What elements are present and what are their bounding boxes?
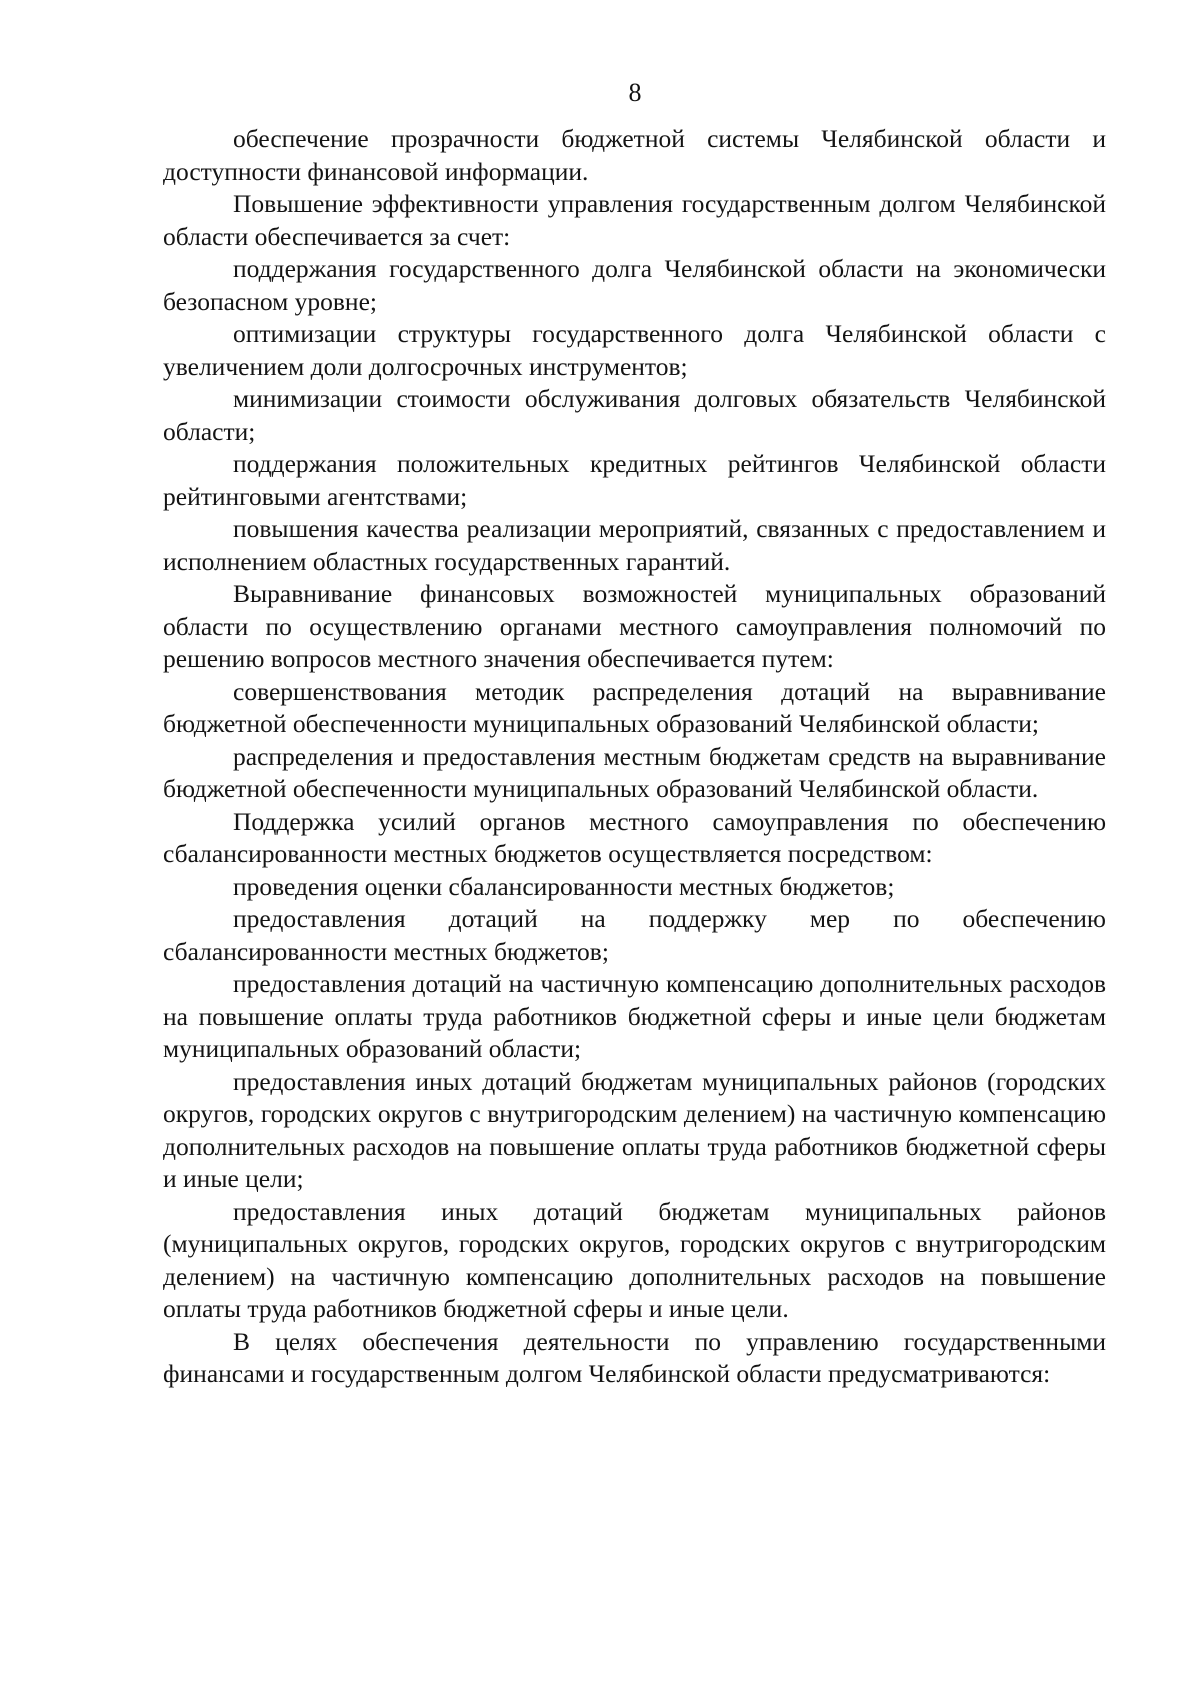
paragraph: минимизации стоимости обслуживания долговых обязательств Челябинской области; [163, 384, 1106, 446]
paragraph: обеспечение прозрачности бюджетной системы Челябинской области и доступности финансовой информации. [163, 124, 1106, 186]
paragraph: В целях обеспечения деятельности по управлению государственными финансами и государственным долгом Челябинской области предусматриваются: [163, 1326, 1106, 1388]
paragraph: распределения и предоставления местным бюджетам средств на выравнивание бюджетной обеспеченности муниципальных образований Челябинской области. [163, 741, 1106, 803]
paragraph: Поддержка усилий органов местного самоуправления по обеспечению сбалансированности местных бюджетов осуществляется посредством: [163, 806, 1106, 868]
paragraph: повышения качества реализации мероприятий, связанных с предоставлением и исполнением областных государственных гарантий. [163, 514, 1106, 576]
page-number: 8 [628, 78, 642, 107]
paragraph: Повышение эффективности управления государственным долгом Челябинской области обеспечивается за счет: [163, 189, 1106, 251]
paragraph: совершенствования методик распределения дотаций на выравнивание бюджетной обеспеченности муниципальных образований Челябинской области; [163, 676, 1106, 738]
paragraph: поддержания положительных кредитных рейтингов Челябинской области рейтинговыми агентствами; [163, 449, 1106, 511]
document-body [163, 123, 1106, 1391]
paragraph: предоставления иных дотаций бюджетам муниципальных районов (городских округов, городских округов с внутригородским делением) на частичную компенсацию дополнительных расходов на повышение оплаты труда работников бюджетной сферы и иные цели; [163, 1066, 1106, 1193]
paragraph: поддержания государственного долга Челябинской области на экономически безопасном уровне; [163, 254, 1106, 316]
paragraph: проведения оценки сбалансированности местных бюджетов; [233, 871, 895, 901]
paragraph: Выравнивание финансовых возможностей муниципальных образований области по осуществлению органами местного самоуправления полномочий по решению вопросов местного значения обеспечивается путем: [163, 579, 1106, 673]
paragraph: предоставления иных дотаций бюджетам муниципальных районов (муниципальных округов, городских округов, городских округов с внутригородским делением) на частичную компенсацию дополнительных расходов на повышение оплаты труда работников бюджетной сферы и иные цели. [163, 1196, 1106, 1323]
paragraph: предоставления дотаций на частичную компенсацию дополнительных расходов на повышение оплаты труда работников бюджетной сферы и иные цели бюджетам муниципальных образований области; [163, 969, 1106, 1063]
paragraph: предоставления дотаций на поддержку мер по обеспечению сбалансированности местных бюджетов; [163, 904, 1106, 966]
paragraph: оптимизации структуры государственного долга Челябинской области с увеличением доли долгосрочных инструментов; [163, 319, 1106, 381]
